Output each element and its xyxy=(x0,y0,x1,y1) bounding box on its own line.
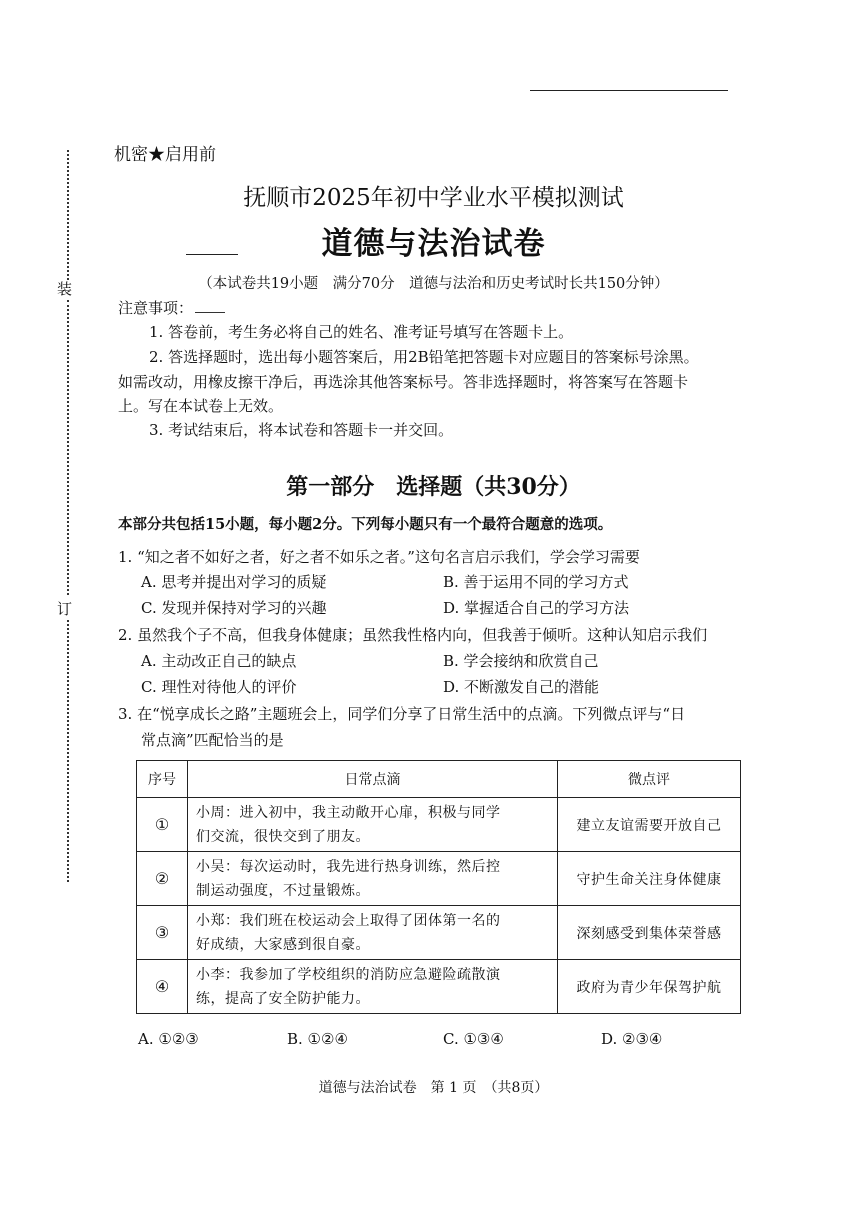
notice-blank-line xyxy=(195,312,225,313)
notice-item-2-cont: 如需改动，用橡皮擦干净后，再选涂其他答案标号。答非选择题时，将答案写在答题卡 xyxy=(118,373,689,391)
row-daily xyxy=(188,798,558,852)
q2-option-a: A. 主动改正自己的缺点 xyxy=(141,652,297,670)
row-daily-line1: 小周：进入初中，我主动敞开心扉，积极与同学 xyxy=(196,804,501,821)
header-comment: 微点评 xyxy=(558,761,741,798)
question-3-stem-cont: 常点滴”匹配恰当的是 xyxy=(141,731,284,749)
binding-line-middle xyxy=(67,300,69,595)
title-side-rule xyxy=(186,254,238,255)
row-daily xyxy=(188,852,558,906)
q2-option-d: D. 不断激发自己的潜能 xyxy=(443,678,600,696)
binding-char-zhuang: 装 xyxy=(57,280,73,298)
header-index: 序号 xyxy=(137,761,188,798)
notice-heading xyxy=(118,297,225,318)
row-daily xyxy=(188,906,558,960)
row-daily-line1: 小郑：我们班在校运动会上取得了团体第一名的 xyxy=(196,912,501,929)
question-3-stem: 3. 在“悦享成长之路”主题班会上，同学们分享了日常生活中的点滴。下列微点评与“日 xyxy=(118,705,686,723)
row-comment: 政府为青少年保驾护航 xyxy=(558,960,741,1014)
daily-moments-table xyxy=(136,760,741,1014)
row-daily-line1: 小吴：每次运动时，我先进行热身训练，然后控 xyxy=(196,858,501,875)
row-comment: 守护生命关注身体健康 xyxy=(558,852,741,906)
question-2-stem: 2. 虽然我个子不高，但我身体健康；虽然我性格内向，但我善于倾听。这种认知启示我们 xyxy=(118,626,708,644)
q3-option-d: D. ②③④ xyxy=(601,1030,663,1048)
row-daily-line1: 小李：我参加了学校组织的消防应急避险疏散演 xyxy=(196,966,501,983)
top-rule-line xyxy=(530,90,728,91)
confidential-label: 机密★启用前 xyxy=(114,145,216,165)
row-index: ④ xyxy=(137,960,188,1014)
binding-char-ding: 订 xyxy=(57,600,73,618)
q3-option-a: A. ①②③ xyxy=(138,1030,199,1048)
notice-item-3: 3. 考试结束后，将本试卷和答题卡一并交回。 xyxy=(149,421,454,439)
q1-option-b: B. 善于运用不同的学习方式 xyxy=(443,573,629,591)
row-index: ② xyxy=(137,852,188,906)
table-row xyxy=(137,852,741,906)
notice-item-2-end: 上。写在本试卷上无效。 xyxy=(118,397,284,415)
exam-title: 抚顺市2025年初中学业水平模拟测试 xyxy=(243,185,624,211)
q1-option-a: A. 思考并提出对学习的质疑 xyxy=(141,573,327,591)
row-comment: 深刻感受到集体荣誉感 xyxy=(558,906,741,960)
binding-line-lower xyxy=(67,620,69,882)
q2-option-c: C. 理性对待他人的评价 xyxy=(141,678,297,696)
question-1-stem: 1. “知之者不如好之者，好之者不如乐之者。”这句名言启示我们，学会学习需要 xyxy=(118,548,640,566)
notice-item-1: 1. 答卷前，考生务必将自己的姓名、准考证号填写在答题卡上。 xyxy=(149,323,574,341)
row-daily-line2: 练，提高了安全防护能力。 xyxy=(196,990,370,1007)
header-daily: 日常点滴 xyxy=(188,761,558,798)
row-daily-line2: 好成绩，大家感到很自豪。 xyxy=(196,936,370,953)
table-row xyxy=(137,798,741,852)
notice-item-2: 2. 答选择题时，选出每小题答案后，用2B铅笔把答题卡对应题目的答案标号涂黑。 xyxy=(149,348,699,366)
q3-option-b: B. ①②④ xyxy=(287,1030,348,1048)
row-index: ③ xyxy=(137,906,188,960)
q3-option-c: C. ①③④ xyxy=(443,1030,504,1048)
q1-option-d: D. 掌握适合自己的学习方法 xyxy=(443,599,630,617)
row-daily xyxy=(188,960,558,1014)
table-row xyxy=(137,960,741,1014)
q2-option-b: B. 学会接纳和欣赏自己 xyxy=(443,652,599,670)
row-index: ① xyxy=(137,798,188,852)
section-instruction: 本部分共包括15小题，每小题2分。下列每小题只有一个最符合题意的选项。 xyxy=(118,516,613,533)
exam-info: （本试卷共19小题 满分70分 道德与法治和历史考试时长共150分钟） xyxy=(198,276,669,292)
row-comment: 建立友谊需要开放自己 xyxy=(558,798,741,852)
row-daily-line2: 们交流，很快交到了朋友。 xyxy=(196,828,370,845)
paper-title: 道德与法治试卷 xyxy=(321,226,546,262)
table-header-row xyxy=(137,761,741,798)
row-daily-line2: 制运动强度，不过量锻炼。 xyxy=(196,882,370,899)
q1-option-c: C. 发现并保持对学习的兴趣 xyxy=(141,599,327,617)
notice-heading-text: 注意事项： xyxy=(118,299,194,317)
page-footer: 道德与法治试卷 第 1 页 （共8页） xyxy=(318,1080,549,1096)
table-row xyxy=(137,906,741,960)
section-title: 第一部分 选择题（共30分） xyxy=(286,474,581,500)
